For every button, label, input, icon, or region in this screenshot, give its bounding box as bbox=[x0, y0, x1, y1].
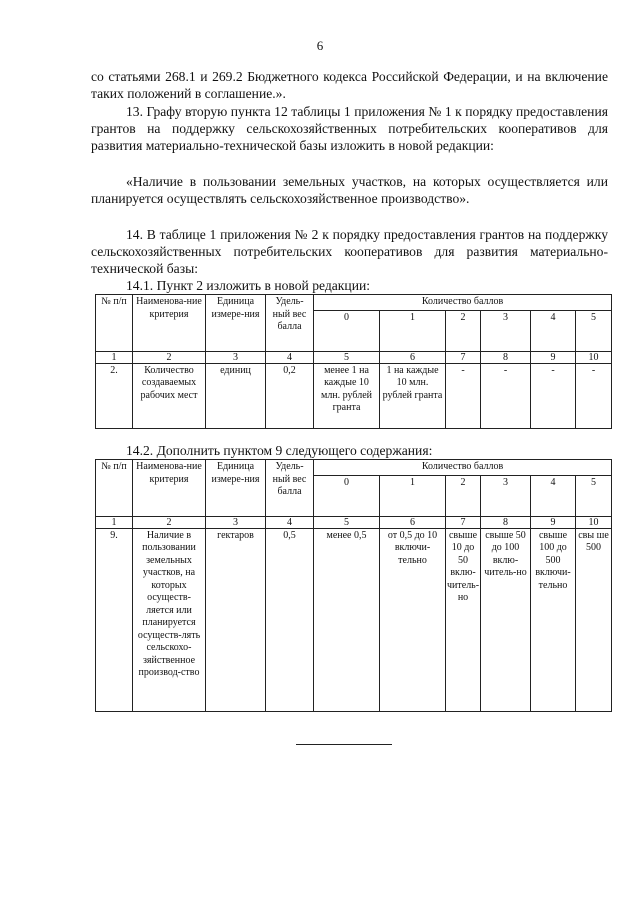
row-num: 2. bbox=[96, 363, 133, 428]
header-points: Количество баллов bbox=[314, 460, 612, 476]
header-point-1: 1 bbox=[380, 310, 446, 351]
header-point-5: 5 bbox=[576, 475, 612, 516]
header-point-4: 4 bbox=[531, 310, 576, 351]
row-points-4: свыше 100 до 500 включи-тельно bbox=[531, 528, 576, 711]
paragraph-14 bbox=[91, 226, 608, 277]
col-number: 7 bbox=[446, 516, 481, 528]
col-number: 5 bbox=[314, 516, 380, 528]
row-points-5: свы ше 500 bbox=[576, 528, 612, 711]
row-criterion: Количество создаваемых рабочих мест bbox=[133, 363, 206, 428]
row-points-0: менее 1 на каждые 10 млн. рублей гранта bbox=[314, 363, 380, 428]
header-point-2: 2 bbox=[446, 310, 481, 351]
header-point-3: 3 bbox=[481, 310, 531, 351]
paragraph-text: 14. В таблице 1 приложения № 2 к порядку предоставления грантов на поддержку сельскохозяйственных потребительских кооперативов для развития материально-технической базы: bbox=[91, 227, 608, 276]
header-unit: Единица измере-ния bbox=[206, 295, 266, 352]
table-header-row bbox=[96, 295, 612, 311]
header-weight: Удель-ный вес балла bbox=[266, 460, 314, 517]
table-row bbox=[96, 528, 612, 711]
header-point-5: 5 bbox=[576, 310, 612, 351]
col-number: 6 bbox=[380, 516, 446, 528]
header-point-0: 0 bbox=[314, 475, 380, 516]
row-points-2: свыше 10 до 50 вклю-читель-но bbox=[446, 528, 481, 711]
header-unit: Единица измере-ния bbox=[206, 460, 266, 517]
col-number: 9 bbox=[531, 351, 576, 363]
row-points-2: - bbox=[446, 363, 481, 428]
paragraph-text: со статьями 268.1 и 269.2 Бюджетного кодекса Российской Федерации, и на включение таких положений в соглашение.». bbox=[91, 69, 608, 101]
row-points-4: - bbox=[531, 363, 576, 428]
paragraph-text: «Наличие в пользовании земельных участков, на которых осуществляется или планируется осуществлять сельскохозяйственное производство». bbox=[91, 174, 608, 206]
header-point-0: 0 bbox=[314, 310, 380, 351]
row-points-3: - bbox=[481, 363, 531, 428]
col-number: 1 bbox=[96, 516, 133, 528]
col-number: 5 bbox=[314, 351, 380, 363]
row-unit: гектаров bbox=[206, 528, 266, 711]
row-points-3: свыше 50 до 100 вклю-читель-но bbox=[481, 528, 531, 711]
criteria-table-2 bbox=[95, 459, 612, 712]
header-point-4: 4 bbox=[531, 475, 576, 516]
header-weight: Удель-ный вес балла bbox=[266, 295, 314, 352]
header-name: Наименова-ние критерия bbox=[133, 460, 206, 517]
subheading-14-1: 14.1. Пункт 2 изложить в новой редакции: bbox=[126, 278, 371, 293]
subheading-14-2: 14.2. Дополнить пунктом 9 следующего содержания: bbox=[126, 443, 433, 458]
row-unit: единиц bbox=[206, 363, 266, 428]
col-number: 6 bbox=[380, 351, 446, 363]
col-number: 7 bbox=[446, 351, 481, 363]
col-number: 4 bbox=[266, 351, 314, 363]
row-points-1: 1 на каждые 10 млн. рублей гранта bbox=[380, 363, 446, 428]
col-number: 3 bbox=[206, 516, 266, 528]
col-number: 3 bbox=[206, 351, 266, 363]
row-points-0: менее 0,5 bbox=[314, 528, 380, 711]
table-header-row bbox=[96, 460, 612, 476]
header-point-2: 2 bbox=[446, 475, 481, 516]
table-row bbox=[96, 363, 612, 428]
header-num: № п/п bbox=[96, 460, 133, 517]
col-number: 8 bbox=[481, 516, 531, 528]
row-points-5: - bbox=[576, 363, 612, 428]
paragraph-text: 13. Графу вторую пункта 12 таблицы 1 приложения № 1 к порядку предоставления грантов на поддержку сельскохозяйственных потребительских кооперативов для развития материально-технической базы изложить в новой редакции: bbox=[91, 104, 608, 153]
header-point-3: 3 bbox=[481, 475, 531, 516]
col-number: 9 bbox=[531, 516, 576, 528]
row-criterion: Наличие в пользовании земельных участков, на которых осуществ-ляется или планируется осуществ-лять сельскохо-зяйственное производ-ство bbox=[133, 528, 206, 711]
header-name: Наименова-ние критерия bbox=[133, 295, 206, 352]
closing-rule bbox=[296, 744, 392, 745]
column-numbers-row bbox=[96, 516, 612, 528]
col-number: 2 bbox=[133, 351, 206, 363]
header-points: Количество баллов bbox=[314, 295, 612, 311]
row-num: 9. bbox=[96, 528, 133, 711]
row-weight: 0,5 bbox=[266, 528, 314, 711]
row-weight: 0,2 bbox=[266, 363, 314, 428]
row-points-1: от 0,5 до 10 включи-тельно bbox=[380, 528, 446, 711]
header-point-1: 1 bbox=[380, 475, 446, 516]
col-number: 1 bbox=[96, 351, 133, 363]
criteria-table-1 bbox=[95, 294, 612, 429]
column-numbers-row bbox=[96, 351, 612, 363]
paragraph-quote bbox=[91, 173, 608, 207]
paragraph-13 bbox=[91, 103, 608, 154]
col-number: 10 bbox=[576, 351, 612, 363]
paragraph-continuation bbox=[91, 68, 608, 102]
col-number: 10 bbox=[576, 516, 612, 528]
page-number: 6 bbox=[316, 38, 324, 53]
col-number: 2 bbox=[133, 516, 206, 528]
col-number: 4 bbox=[266, 516, 314, 528]
col-number: 8 bbox=[481, 351, 531, 363]
header-num: № п/п bbox=[96, 295, 133, 352]
